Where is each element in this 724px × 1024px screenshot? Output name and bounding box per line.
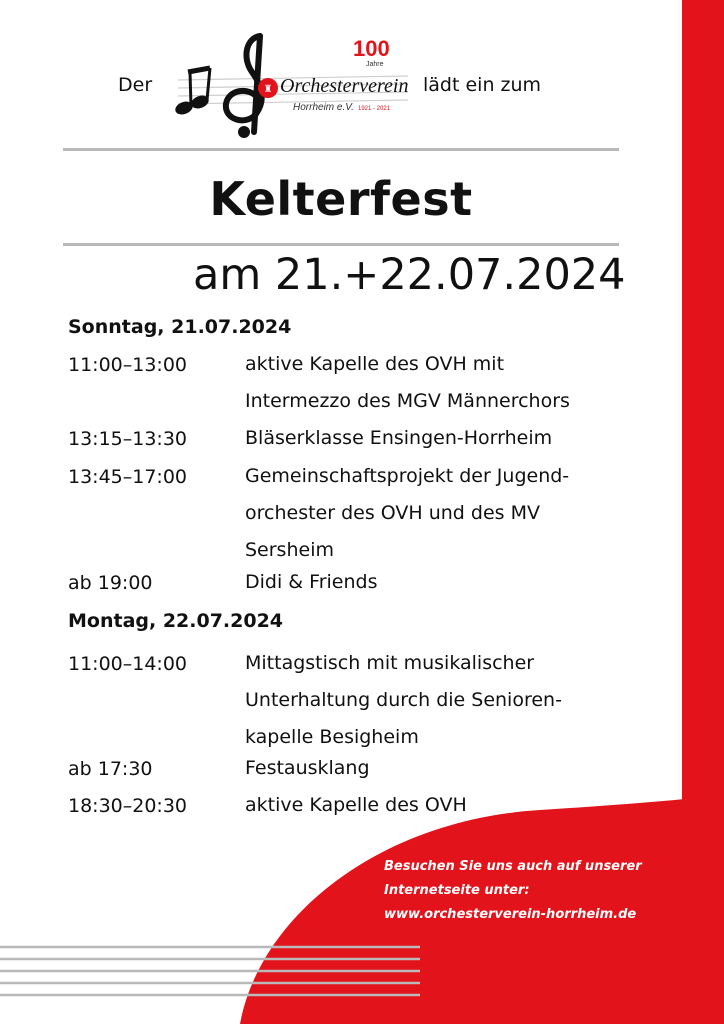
schedule-description: Mittagstisch mit musikalischer Unterhaltung durch die Senioren- kapelle Besigheim [245,652,562,748]
music-staff-decoration-icon [0,942,420,1002]
schedule-time: 11:00–14:00 [68,653,188,675]
event-date: am 21.+22.07.2024 [193,250,626,300]
schedule-description: aktive Kapelle des OVH [245,794,467,816]
header-suffix: lädt ein zum [423,74,542,96]
svg-text:1921 - 2021: 1921 - 2021 [358,106,391,112]
svg-text:♜: ♜ [263,84,273,95]
schedule-description: aktive Kapelle des OVH mit Intermezzo des MGV Männerchors [245,353,570,412]
divider-bottom [63,243,619,246]
svg-text:Orchesterverein: Orchesterverein [280,75,409,97]
website-link[interactable]: www.orchesterverein-horrheim.de [384,907,637,922]
schedule-time: 11:00–13:00 [68,354,188,376]
event-title: Kelterfest [209,172,473,226]
website-note-line: Internetseite unter: [384,883,530,898]
orchesterverein-logo [168,28,418,138]
schedule-time: 13:45–17:00 [68,466,188,488]
svg-text:100: 100 [353,36,390,61]
treble-clef-icon [226,36,262,132]
schedule-description: Didi & Friends [245,571,378,593]
schedule-time: ab 19:00 [68,572,153,594]
schedule-description: Festausklang [245,757,370,779]
svg-text:Jahre: Jahre [366,61,384,68]
header-prefix: Der [118,74,153,96]
schedule-time: 13:15–13:30 [68,428,188,450]
svg-text:Horrheim e.V.: Horrheim e.V. [293,102,354,113]
website-note-line: Besuchen Sie uns auch auf unserer [384,859,642,874]
day-label-sunday: Sonntag, 21.07.2024 [68,316,292,338]
schedule-time: ab 17:30 [68,758,153,780]
website-note [384,855,642,927]
schedule-time: 18:30–20:30 [68,795,188,817]
divider-top [63,148,619,151]
day-label-monday: Montag, 22.07.2024 [68,610,284,632]
schedule-description: Bläserklasse Ensingen-Horrheim [245,427,553,449]
schedule-description: Gemeinschaftsprojekt der Jugend- orchester des OVH und des MV Sersheim [245,465,570,561]
